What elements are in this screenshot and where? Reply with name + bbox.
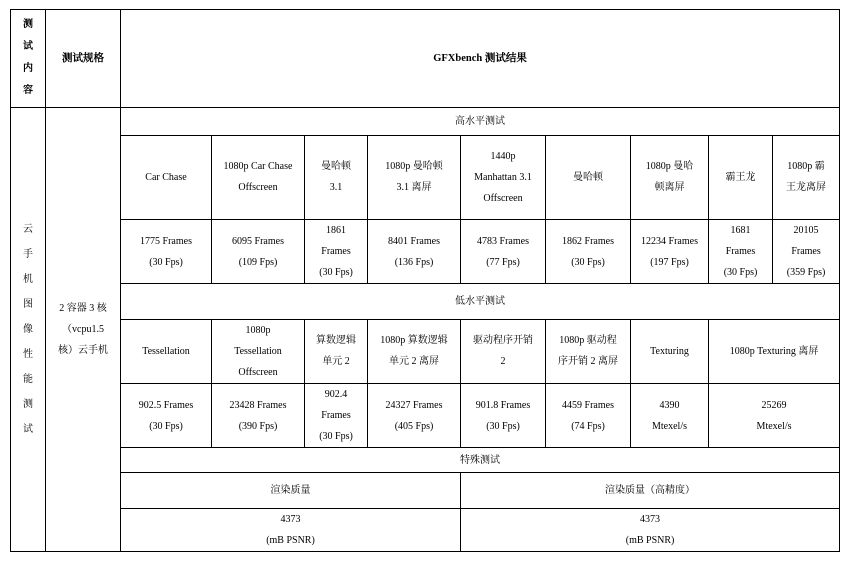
result-line: 901.8 Frames (475, 399, 531, 411)
header-char: 测 (23, 19, 33, 31)
section-row (11, 107, 840, 135)
name-line: 3.1 离屏 (396, 182, 432, 194)
name-line: Offscreen (238, 182, 278, 194)
spec-line: 核）云手机 (58, 344, 108, 356)
gfxbench-results-header: GFXbench 测试结果 (121, 10, 840, 108)
result-line: 4390 (659, 399, 680, 411)
name-line: 曼哈顿 (573, 171, 603, 183)
name-line: 1080p 驱动程 (559, 335, 617, 347)
result-line: 23428 Frames (229, 399, 287, 411)
name-line: 曼哈顿 (321, 161, 351, 173)
result-line: (30 Fps) (319, 267, 353, 279)
test-result (368, 384, 461, 448)
test-name (546, 135, 631, 219)
section-row (11, 284, 840, 319)
test-name (121, 319, 212, 383)
spec-line: 2 容器 3 核 (59, 302, 107, 314)
test-name (546, 319, 631, 383)
name-line: Offscreen (483, 192, 523, 204)
test-result (631, 220, 709, 284)
test-result (121, 384, 212, 448)
result-line: Mtexel/s (652, 420, 687, 432)
test-spec-header: 测试规格 (46, 10, 121, 108)
result-line: (mB PSNR) (625, 534, 675, 546)
test-name: 渲染质量 (121, 473, 461, 508)
name-line: 算数逻辑 (316, 335, 356, 347)
test-name (709, 319, 840, 383)
header-row (11, 10, 840, 108)
result-line: (136 Fps) (394, 256, 434, 268)
name-line: 王龙离屏 (786, 182, 827, 194)
test-result (461, 384, 546, 448)
result-line: (359 Fps) (786, 267, 826, 279)
low-level-section-title: 低水平测试 (121, 284, 840, 319)
test-result (461, 508, 840, 551)
test-name-char: 机 (23, 273, 33, 285)
name-line: 序开销 2 离屏 (558, 356, 618, 368)
name-line: Offscreen (238, 366, 278, 378)
result-line: 902.4 (324, 389, 348, 401)
test-name (631, 319, 709, 383)
result-line: 25269 (761, 399, 787, 411)
result-line: (197 Fps) (650, 256, 689, 268)
low-level-results-row (11, 384, 840, 448)
name-line: 单元 2 (322, 356, 350, 368)
result-line: 6095 Frames (232, 235, 284, 247)
name-line: 1080p (245, 324, 271, 336)
high-level-names-row (11, 135, 840, 219)
result-line: 4459 Frames (562, 399, 614, 411)
test-name (368, 135, 461, 219)
result-line: 4783 Frames (477, 235, 529, 247)
name-line: 3.1 (329, 182, 343, 194)
test-result (546, 220, 631, 284)
test-name (212, 319, 305, 383)
result-line: (mB PSNR) (266, 534, 315, 546)
test-name (305, 135, 368, 219)
low-level-names-row (11, 319, 840, 383)
high-level-section-title: 高水平测试 (121, 107, 840, 135)
section-row (11, 448, 840, 473)
name-line: Tessellation (142, 345, 190, 357)
test-name-char: 手 (23, 248, 33, 260)
result-line: 20105 (793, 225, 819, 237)
test-name (305, 319, 368, 383)
result-line: Frames (791, 246, 821, 258)
test-name-char: 试 (23, 423, 33, 435)
result-line: (30 Fps) (149, 256, 183, 268)
result-line: 902.5 Frames (138, 399, 194, 411)
name-line: 1080p Car Chase (223, 161, 293, 173)
result-line: (390 Fps) (238, 420, 278, 432)
result-line: 4373 (280, 513, 301, 525)
result-line: Frames (321, 246, 351, 258)
test-name (631, 135, 709, 219)
test-result (212, 220, 305, 284)
test-result (305, 384, 368, 448)
name-line: 1440p (490, 150, 516, 162)
test-result (121, 220, 212, 284)
name-line: 驱动程序开销 (473, 335, 533, 347)
result-line: 1862 Frames (562, 235, 614, 247)
name-line: 1080p Texturing 离屏 (729, 345, 819, 357)
name-line: 霸王龙 (725, 171, 756, 183)
test-result (546, 384, 631, 448)
test-name-char: 能 (23, 373, 33, 385)
test-name (121, 135, 212, 219)
special-names-row (11, 473, 840, 508)
test-result (121, 508, 461, 551)
header-char: 内 (23, 63, 33, 75)
test-name-char: 性 (23, 348, 33, 360)
test-name-char: 测 (23, 398, 33, 410)
result-line: (109 Fps) (238, 256, 278, 268)
result-line: (30 Fps) (319, 431, 353, 443)
name-line: Manhattan 3.1 (474, 171, 532, 183)
name-line: 1080p 曼哈 (645, 161, 694, 173)
result-line: (30 Fps) (149, 420, 183, 432)
test-name-cell (11, 107, 46, 551)
result-line: Mtexel/s (756, 420, 792, 432)
test-result (305, 220, 368, 284)
test-name: 渲染质量（高精度） (461, 473, 840, 508)
result-line: 4373 (640, 513, 661, 525)
test-name-char: 像 (23, 323, 33, 335)
test-result (709, 220, 773, 284)
test-name-char: 图 (23, 298, 33, 310)
test-spec-cell (46, 107, 121, 551)
name-line: 1080p 曼哈顿 (385, 161, 443, 173)
name-line: 2 (500, 356, 506, 368)
test-name-char: 云 (23, 223, 33, 235)
result-line: Frames (321, 410, 351, 422)
test-name (368, 319, 461, 383)
gfxbench-results-table (10, 9, 840, 552)
name-line: 1080p 霸 (787, 161, 825, 173)
result-line: 1861 (326, 225, 346, 237)
test-name (461, 135, 546, 219)
result-line: 12234 Frames (641, 235, 698, 247)
result-line: 1775 Frames (140, 235, 192, 247)
result-line: (30 Fps) (571, 256, 605, 268)
result-line: (77 Fps) (486, 256, 520, 268)
header-char: 容 (23, 85, 33, 97)
special-section-title: 特殊测试 (121, 448, 840, 473)
result-line: Frames (725, 246, 756, 258)
test-result (773, 220, 840, 284)
result-line: (405 Fps) (394, 420, 434, 432)
name-line: Tessellation (234, 345, 282, 357)
result-line: 1681 (730, 225, 751, 237)
test-name (773, 135, 840, 219)
test-result (368, 220, 461, 284)
test-result (709, 384, 840, 448)
test-name (709, 135, 773, 219)
name-line: 单元 2 离屏 (389, 356, 439, 368)
result-line: (30 Fps) (486, 420, 520, 432)
result-line: 8401 Frames (388, 235, 440, 247)
name-line: 1080p 算数逻辑 (380, 335, 448, 347)
test-result (212, 384, 305, 448)
test-name (212, 135, 305, 219)
name-line: Texturing (650, 345, 689, 357)
name-line: 顿离屏 (654, 182, 685, 194)
result-line: (30 Fps) (723, 267, 758, 279)
special-results-row (11, 508, 840, 551)
high-level-results-row (11, 220, 840, 284)
test-result (461, 220, 546, 284)
name-line: Car Chase (145, 171, 187, 183)
header-char: 试 (23, 41, 33, 53)
test-content-header (11, 10, 46, 108)
spec-line: （vcpu1.5 (62, 323, 104, 335)
test-result (631, 384, 709, 448)
test-name (461, 319, 546, 383)
result-line: (74 Fps) (571, 420, 605, 432)
result-line: 24327 Frames (385, 399, 443, 411)
